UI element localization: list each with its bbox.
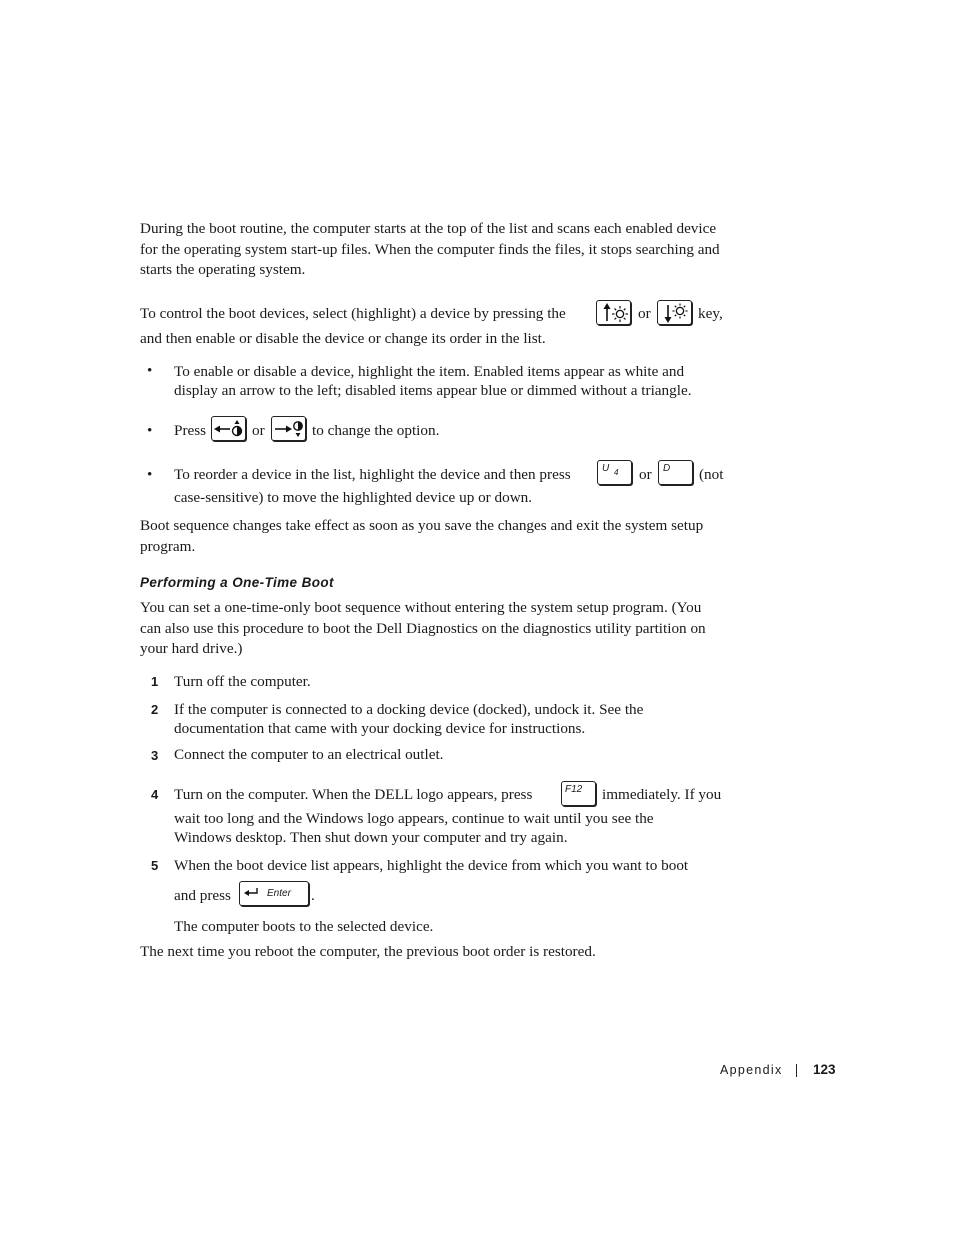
enter-key xyxy=(239,881,309,906)
d-key-label: D xyxy=(663,463,671,474)
control-or-text: or xyxy=(638,305,651,322)
closing-sentence: The next time you reboot the computer, the previous boot order is restored. xyxy=(140,943,596,960)
step-4-text-start: Turn on the computer. When the DELL logo appears, press xyxy=(174,786,533,803)
step-1-text: Turn off the computer. xyxy=(174,673,311,690)
u-key-label: U xyxy=(602,463,610,474)
bullet-press-text: Press xyxy=(174,422,207,439)
step-number: 3 xyxy=(151,748,159,763)
step-2-text: If the computer is connected to a docking device (docked), undock it. See the documentation that came with your docking device for instructions. xyxy=(174,701,644,737)
u-key xyxy=(597,460,632,485)
step-number: 5 xyxy=(151,858,159,873)
right-arrow-contrast-key-icon xyxy=(272,417,307,442)
step-4-text-mid: immediately. If you xyxy=(602,786,722,803)
bullet-press-end-text: to change the option. xyxy=(312,422,440,439)
f12-key-label: F12 xyxy=(565,784,583,795)
step-3-text: Connect the computer to an electrical outlet. xyxy=(174,746,444,763)
right-arrow-contrast-key xyxy=(271,416,306,441)
bullet-marker: • xyxy=(147,362,153,379)
page-number: 123 xyxy=(813,1062,836,1077)
step-number: 4 xyxy=(151,787,159,802)
bullet-reorder-or-text: or xyxy=(639,466,652,483)
f12-key xyxy=(561,781,596,806)
up-arrow-brightness-key xyxy=(596,300,631,325)
bullet-reorder-end-text: case-sensitive) to move the highlighted device up or down. xyxy=(174,489,533,506)
step-4-text-end: wait too long and the Windows logo appears, continue to wait until you see the Windows desktop. Then shut down your computer and try again. xyxy=(174,810,654,846)
intro-paragraph: During the boot routine, the computer starts at the top of the list and scans each enabled device for the operating system start-up files. When the computer finds the files, it stops searching and starts the operating system. xyxy=(140,220,720,278)
bullet-reorder-text: To reorder a device in the list, highlight the device and then press xyxy=(174,466,571,483)
step-5-press-text: and press xyxy=(174,887,231,904)
step-number: 1 xyxy=(151,674,159,689)
footer-divider xyxy=(796,1064,797,1077)
bullet-marker: • xyxy=(147,422,153,439)
step-5-result: The computer boots to the selected device. xyxy=(174,918,434,935)
bullet-enable-disable: To enable or disable a device, highlight the item. Enabled items appear as white and display an arrow to the left; disabled items appear blue or dimmed without a triangle. xyxy=(174,363,692,399)
section-intro: You can set a one-time-only boot sequence without entering the system setup program. (You can also use this procedure to boot the Dell Diagnostics on the diagnostics utility partition on your hard drive.) xyxy=(140,599,706,657)
step-5-period: . xyxy=(311,887,315,904)
down-arrow-brightness-key-icon xyxy=(658,301,693,326)
bullet-marker: • xyxy=(147,466,153,483)
left-arrow-contrast-key xyxy=(211,416,246,441)
boot-sequence-note: Boot sequence changes take effect as soon as you save the changes and exit the system setup program. xyxy=(140,517,704,555)
bullet-reorder-not-text: (not xyxy=(699,466,724,483)
control-key-text: key, xyxy=(698,305,723,322)
enter-key-label: Enter xyxy=(267,888,291,899)
down-arrow-brightness-key xyxy=(657,300,692,325)
up-arrow-brightness-key-icon xyxy=(597,301,632,326)
control-text-start: To control the boot devices, select (highlight) a device by pressing the xyxy=(140,305,566,322)
footer-section-label: Appendix xyxy=(720,1063,783,1077)
control-text-end: and then enable or disable the device or change its order in the list. xyxy=(140,330,546,347)
u-key-sublabel: 4 xyxy=(614,468,619,477)
section-heading: Performing a One-Time Boot xyxy=(140,575,334,590)
left-arrow-contrast-key-icon xyxy=(212,417,247,442)
bullet-press-or-text: or xyxy=(252,422,265,439)
step-5-text-start: When the boot device list appears, highlight the device from which you want to boot xyxy=(174,857,689,874)
step-number: 2 xyxy=(151,702,159,717)
d-key xyxy=(658,460,693,485)
